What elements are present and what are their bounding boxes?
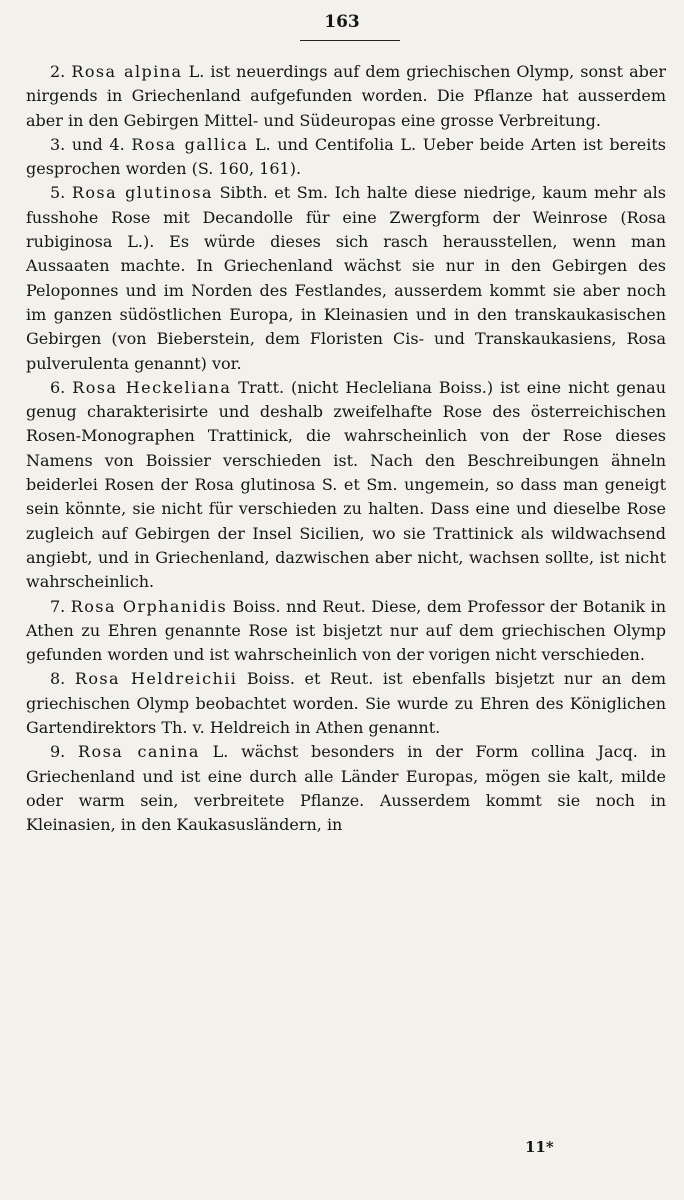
species-name: Rosa alpina (71, 62, 183, 81)
species-name: Rosa glutinosa (71, 183, 213, 203)
item-number: 6. (50, 377, 66, 397)
species-name: Rosa Heckeliana (72, 377, 232, 397)
paragraph-text: L. wächst besonders in der Form collina Jacq. in Griechenland und ist eine durch alle Länder Europas, mögen sie kalt, milde oder warm sein, verbreitete Pflanze. Ausserdem kommt sie noch in Kleinasien, in den Kaukasusländern, in (26, 742, 667, 835)
body-text (26, 60, 666, 838)
paragraph-rosa-alpina (26, 60, 666, 133)
paragraph-text: Boiss. et Reut. ist ebenfalls bisjetzt nur an dem griechischen Olymp beobachtet worden. Sie wurde zu Ehren des Königlichen Gartendirektors Th. v. Heldreich in Athen genannt. (26, 669, 667, 738)
paragraph-rosa-glutinosa (26, 181, 666, 375)
paragraph-rosa-orphanidis (26, 595, 666, 668)
item-number: 2. (50, 62, 66, 81)
species-name: Rosa gallica (131, 134, 249, 154)
paragraph-text: Tratt. (nicht Hecleliana Boiss.) ist eine nicht genau genug charakterisirte und deshalb zweifelhafte Rose des österreichischen Rosen-Monographen Trattinick, die wahrscheinlich von der Rose dieses Namens von Boissier verschieden ist. Nach den Beschreibungen ähneln beiderlei Rosen der Rosa glutinosa S. et Sm. ungemein, so dass man geneigt sein könnte, sie nicht für verschieden zu halten. Dass eine und dieselbe Rose zugleich auf Gebirgen der Insel Sicilien, wo sie Trattinick als wildwachsend angiebt, und in Griechenland, dazwischen aber nicht, wachsen sollte, ist nicht wahrscheinlich. (26, 377, 666, 592)
paragraph-rosa-heckeliana (26, 376, 666, 595)
item-number: 5. (50, 183, 66, 203)
paragraph-rosa-heldreichii (26, 667, 666, 740)
item-number: 7. (50, 596, 66, 616)
paragraph-rosa-canina (26, 740, 666, 837)
paragraph-text: L. ist neuerdings auf dem griechischen Olymp, sonst aber nirgends in Griechenland aufgefunden worden. Die Pflanze hat ausserdem aber in den Gebirgen Mittel- und Südeuropas eine grosse Verbreitung. (26, 62, 666, 130)
item-number: 8. (50, 669, 66, 689)
paragraph-rosa-gallica (26, 133, 666, 182)
paragraph-text: L. und Centifolia L. Ueber beide Arten ist bereits gesprochen worden (S. 160, 161). (26, 134, 666, 179)
paragraph-text: Sibth. et Sm. Ich halte diese niedrige, kaum mehr als fusshohe Rose mit Decandolle für eine Zwergform der Weinrose (Rosa rubiginosa L.). Es würde dieses sich rasch herausstellen, wenn man Aussaaten machte. In Griechenland wächst sie nur in den Gebirgen des Peloponnes und im Norden des Festlandes, ausserdem kommt sie aber noch im ganzen südöstlichen Europa, in Kleinasien und in den transkaukasischen Gebirgen (von Bieberstein, dem Floristen Cis- und Transkaukasiens, Rosa pulverulenta genannt) vor. (26, 183, 667, 373)
item-number: 3. und 4. (50, 134, 125, 154)
species-name: Rosa canina (78, 742, 200, 762)
species-name: Rosa Orphanidis (70, 596, 228, 616)
signature-mark: 11* (525, 1138, 554, 1156)
species-name: Rosa Heldreichii (74, 669, 238, 689)
page-number: 163 (324, 12, 360, 32)
header-rule (300, 40, 400, 41)
paragraph-text: Boiss. nnd Reut. Diese, dem Professor der Botanik in Athen zu Ehren genannte Rose ist bisjetzt nur auf dem griechischen Olymp gefunden worden und ist wahrscheinlich von der vorigen nicht verschieden. (26, 596, 667, 665)
item-number: 9. (50, 742, 66, 762)
